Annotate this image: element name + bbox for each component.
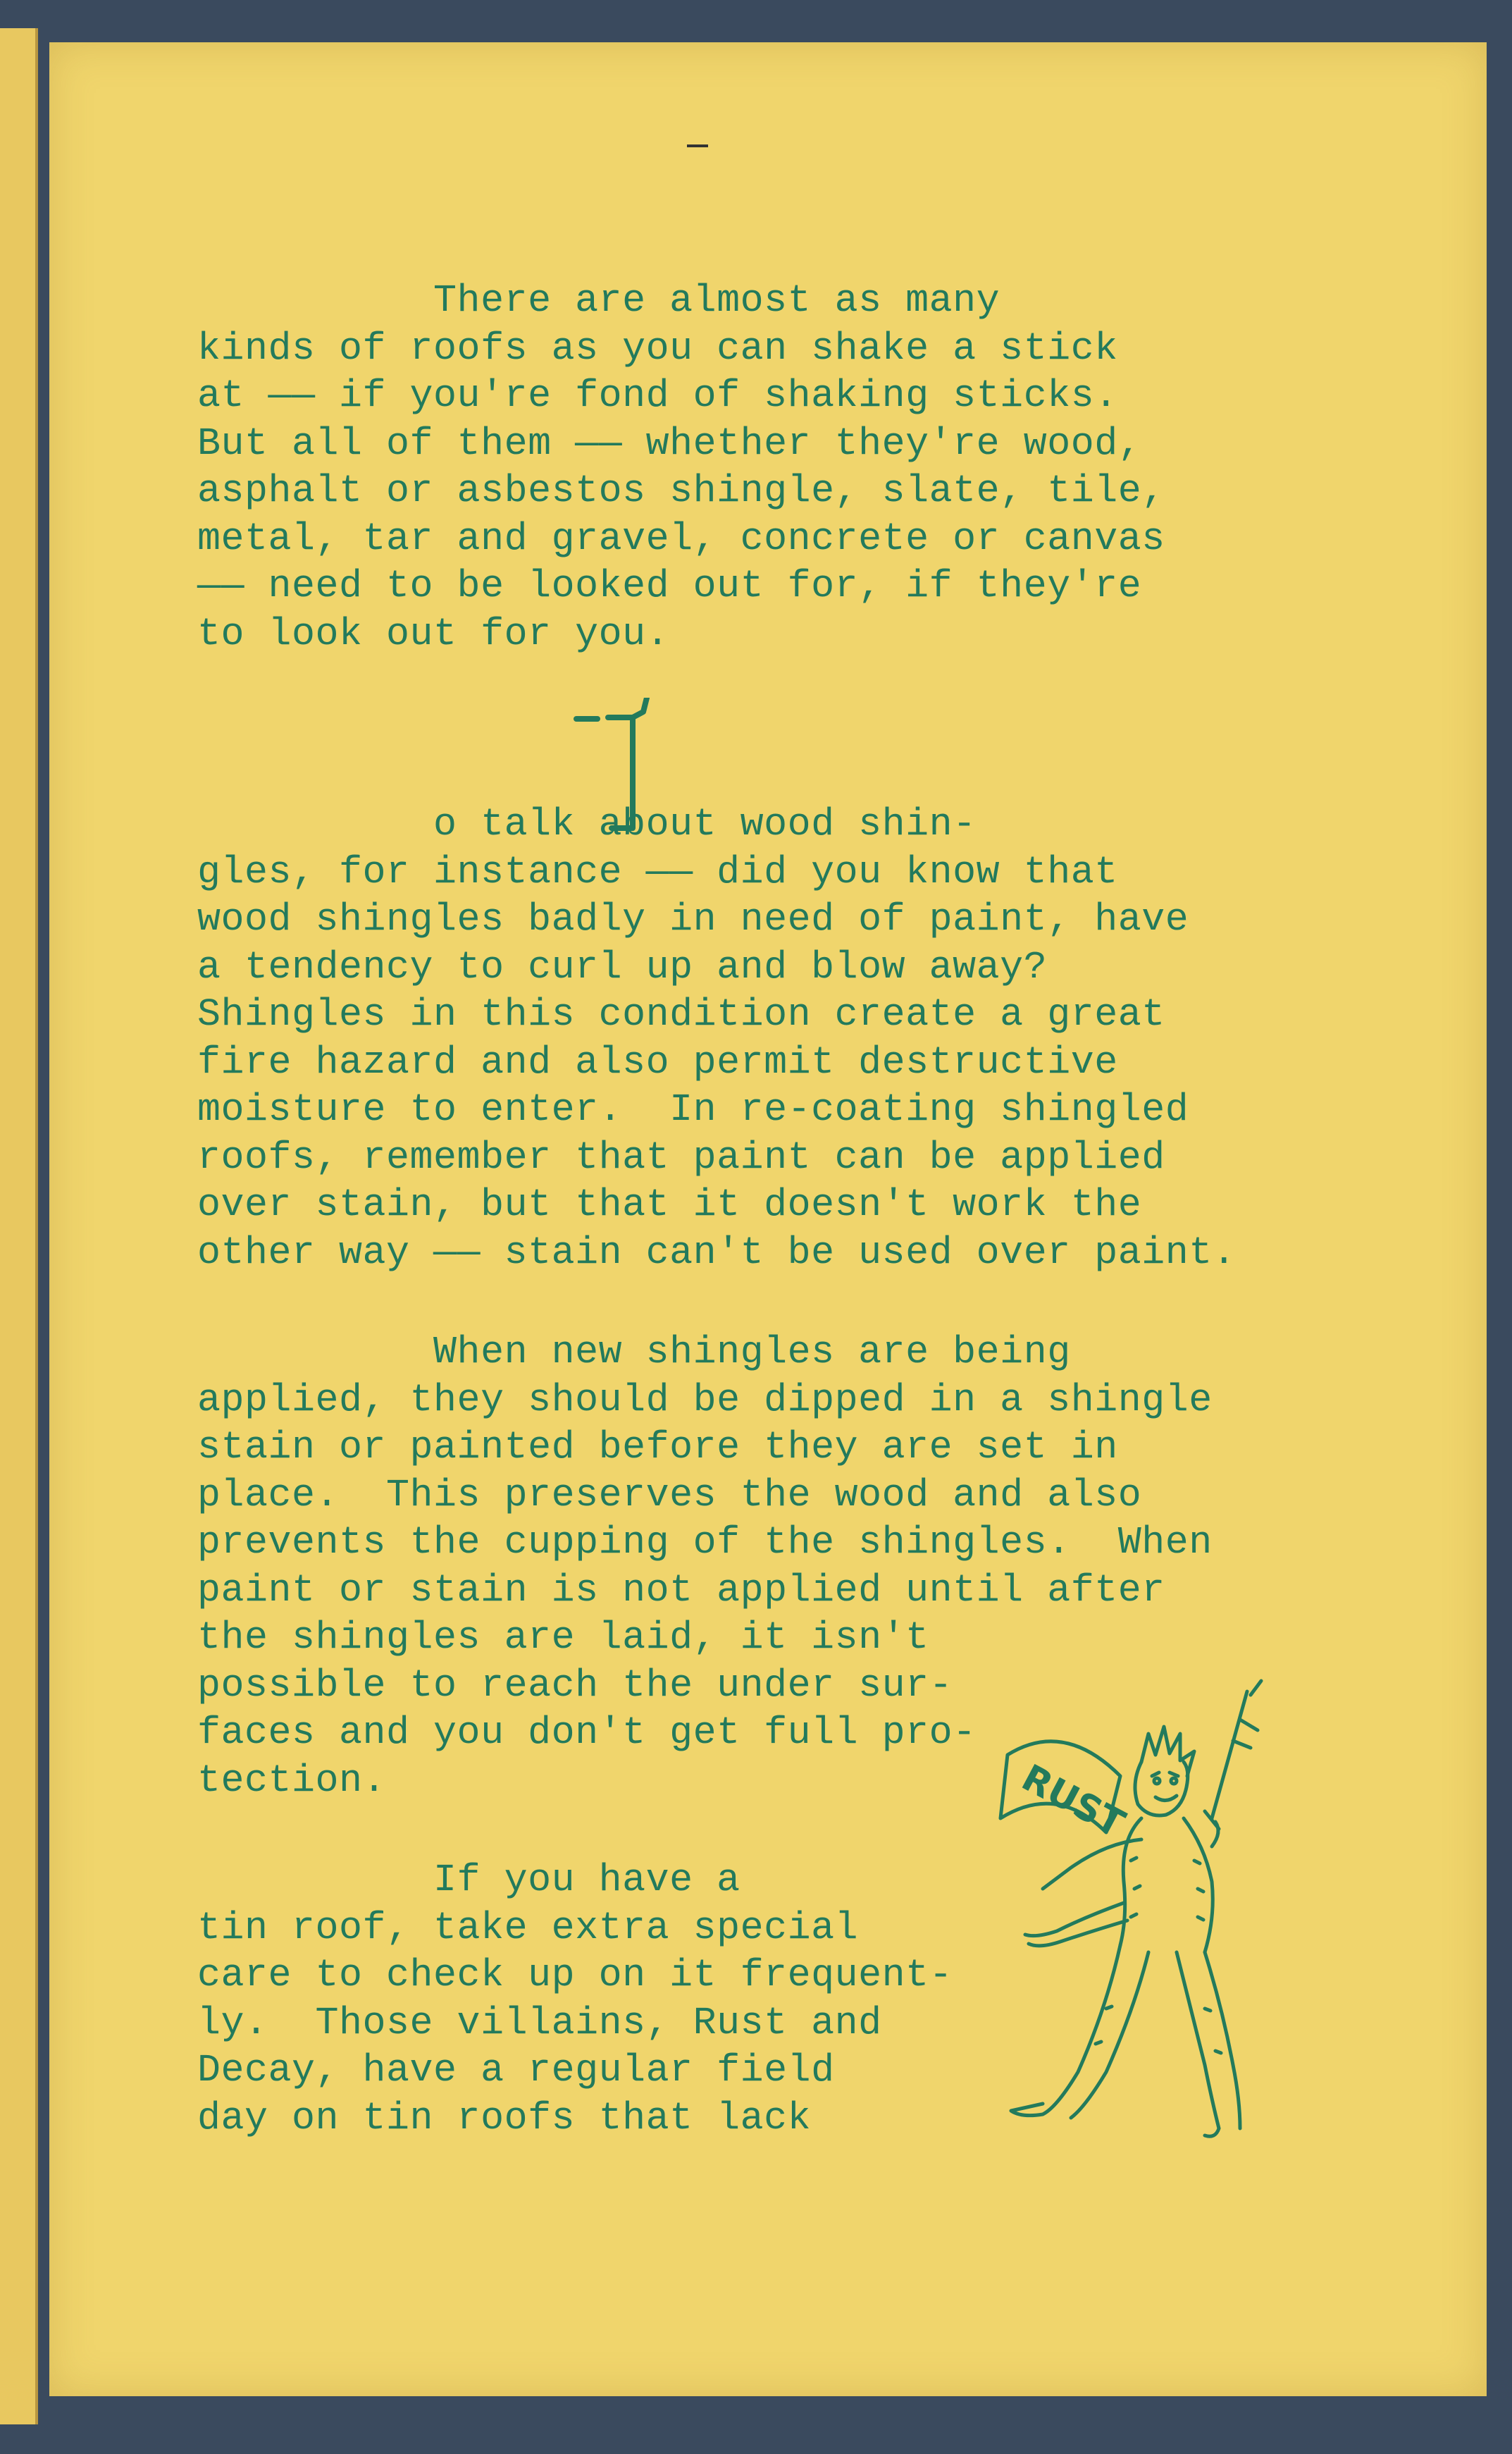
- banner-text: RUST: [1015, 1756, 1132, 1846]
- paragraph-new-shingles: When new shingles are being applied, they should be dipped in a shingle stain or painted before they are set in place. This preserves the wood and also prevents the cupping of the shingles. When paint or stain is not applied until after the shingles are laid, it isn't possible to reach the under sur- faces and you don't get full pro- tection.: [197, 1330, 1213, 1803]
- rust-banner: [1000, 1741, 1132, 1846]
- paragraph-roof-kinds: There are almost as many kinds of roofs as you can shake a stick at —— if you're fond of shaking sticks. But all of them —— whether they're wood, asphalt or asbestos shingle, slate, tile, metal, tar and gravel, concrete or canvas —— need to be looked out for, if they're to look out for you.: [197, 278, 1165, 656]
- paragraph-wood-shingles: o talk about wood shin- gles, for instance —— did you know that wood shingles badly in need of paint, have a tendency to curl up and blow away? Shingles in this condition create a great fire hazard and also permit destructive moisture to enter. In re-coating shingled roofs, remember that paint can be applied over stain, but that it doesn't work the other way —— stain can't be used over paint.: [197, 802, 1237, 1275]
- paragraph-tin-roof: If you have a tin roof, take extra special care to check up on it frequent- ly. Those villains, Rust and Decay, have a regular field day on tin roofs that lack: [197, 1858, 953, 2140]
- page-mark: [687, 144, 708, 147]
- page-edge: [0, 28, 38, 2424]
- rust-villain-icon: [979, 1677, 1275, 2157]
